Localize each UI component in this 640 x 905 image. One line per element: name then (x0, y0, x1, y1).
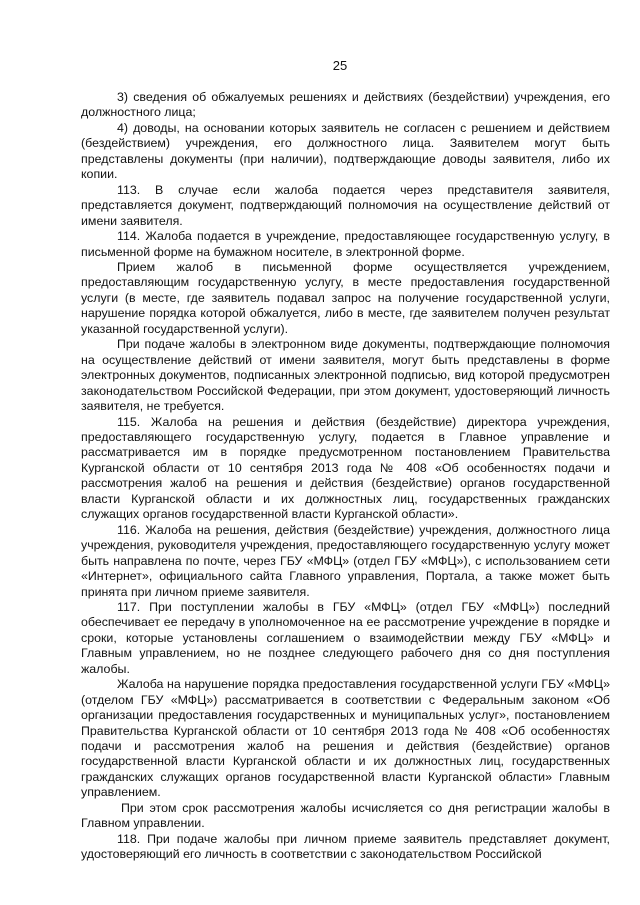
paragraph: 118. При подаче жалобы при личном приеме заявитель представляет документ, удостоверяющий его личность в соответствии с законодательством Российской (81, 831, 610, 862)
paragraph: 113. В случае если жалоба подается через представителя заявителя, представляется документ, подтверждающий полномочия на осуществление действий от имени заявителя. (81, 182, 610, 228)
paragraph: 116. Жалоба на решения, действия (бездействие) учреждения, должностного лица учреждения, руководителя учреждения, предоставляющего государственную услугу может быть направлена по почте, через ГБУ «МФЦ» (отдел ГБУ «МФЦ»), с использованием сети «Интернет», официального сайта Главного управления, Портала, а также может быть принята при личном приеме заявителя. (81, 522, 610, 599)
paragraph: 4) доводы, на основании которых заявитель не согласен с решением и действием (бездействием) учреждения, его должностного лица. Заявителем могут быть представлены документы (при наличии), подтверждающие доводы заявителя, либо их копии. (81, 120, 610, 182)
document-body (81, 90, 610, 863)
paragraph: Жалоба на нарушение порядка предоставления государственной услуги ГБУ «МФЦ» (отделом ГБУ «МФЦ») рассматривается в соответствии с Федеральным законом «Об организации предоставления государственных и муниципальных услуг», постановлением Правительства Курганской области от 10 сентября 2013 года № 408 «Об особенностях подачи и рассмотрения жалоб на решения и действия (бездействие) органов государственной власти Курганской области и их должностных лиц, государственных гражданских служащих органов государственной власти Курганской области» Главным управлением. (81, 677, 610, 800)
paragraph: При подаче жалобы в электронном виде документы, подтверждающие полномочия на осуществление действий от имени заявителя, могут быть представлены в форме электронных документов, подписанных электронной подписью, вид которой предусмотрен законодательством Российской Федерации, при этом документ, удостоверяющий личность заявителя, не требуется. (81, 337, 610, 414)
paragraph: 114. Жалоба подается в учреждение, предоставляющее государственную услугу, в письменной форме на бумажном носителе, в электронной форме. (81, 229, 610, 259)
paragraph: 115. Жалоба на решения и действия (бездействие) директора учреждения, предоставляющего государственную услугу, подается в Главное управление и рассматривается им в порядке предусмотренном постановлением Правительства Курганской области от 10 сентября 2013 года № 408 «Об особенностях подачи и рассмотрения жалоб на решения и действия (бездействие) органов государственной власти Курганской области и их должностных лиц, государственных гражданских служащих органов государственной власти Курганской области». (81, 414, 610, 522)
paragraph: Прием жалоб в письменной форме осуществляется учреждением, предоставляющим государственную услугу, в месте предоставления государственной услуги (в месте, где заявитель подавал запрос на получение государственной услуги, нарушение порядка которой обжалуется, либо в месте, где заявителем получен результат указанной государственной услуги). (81, 259, 610, 336)
page-number: 25 (332, 58, 348, 73)
paragraph: 117. При поступлении жалобы в ГБУ «МФЦ» (отдел ГБУ «МФЦ») последний обеспечивает ее передачу в уполномоченное на ее рассмотрение учреждение в порядке и сроки, которые установлены соглашением о взаимодействии между ГБУ «МФЦ» и Главным управлением, но не позднее следующего рабочего дня со дня поступления жалобы. (81, 599, 610, 676)
paragraph: 3) сведения об обжалуемых решениях и действиях (бездействии) учреждения, его должностного лица; (81, 90, 610, 120)
paragraph: При этом срок рассмотрения жалобы исчисляется со дня регистрации жалобы в Главном управлении. (81, 800, 610, 831)
